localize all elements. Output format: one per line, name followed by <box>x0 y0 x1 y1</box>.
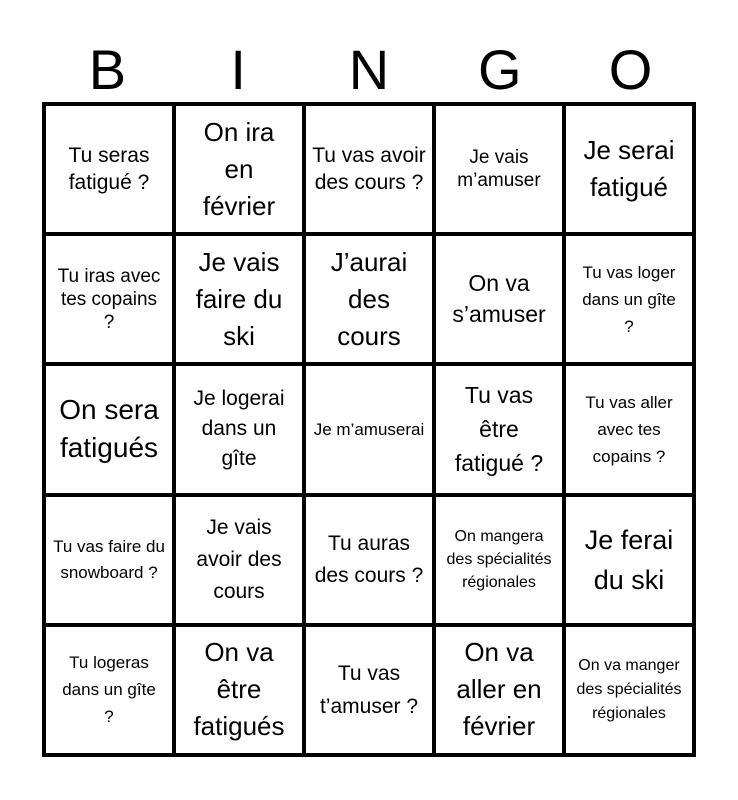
cell-text: Je ferai du ski <box>584 524 674 595</box>
bingo-cell[interactable] <box>566 627 692 753</box>
bingo-cell[interactable] <box>566 497 692 623</box>
cell-text: Tu seras fatigué ? <box>68 144 150 195</box>
bingo-cell[interactable] <box>436 106 562 232</box>
header-letter-i: I <box>230 38 246 101</box>
cell-text: Je vais faire du ski <box>195 246 283 351</box>
cell-text: On sera fatigués <box>59 394 159 464</box>
bingo-cell[interactable] <box>436 366 562 492</box>
bingo-cell[interactable] <box>46 497 172 623</box>
bingo-cell[interactable] <box>306 627 432 753</box>
bingo-cell[interactable] <box>566 106 692 232</box>
cell-text: Tu logeras dans un gîte ? <box>62 653 156 727</box>
header-letter-n: N <box>348 38 390 101</box>
cell-text: Tu iras avec tes copains ? <box>57 265 161 333</box>
bingo-cell[interactable] <box>46 366 172 492</box>
cell-text: Je vais m’amuser <box>457 147 541 192</box>
cell-text: On va être fatigués <box>193 637 285 742</box>
cell-text: Je serai fatigué <box>583 135 675 203</box>
cell-text: Je m’amuserai <box>313 419 425 439</box>
bingo-cell[interactable] <box>176 366 302 492</box>
bingo-cell[interactable] <box>306 497 432 623</box>
bingo-cell[interactable] <box>46 627 172 753</box>
cell-text: Tu vas être fatigué ? <box>454 382 544 477</box>
cell-text: Je logerai dans un gîte <box>193 387 285 471</box>
bingo-card <box>42 102 696 757</box>
bingo-cell[interactable] <box>566 236 692 362</box>
bingo-cell[interactable] <box>176 627 302 753</box>
bingo-header <box>42 38 696 102</box>
header-letter-g: G <box>478 38 522 101</box>
bingo-cell[interactable] <box>176 236 302 362</box>
header-letter-o: O <box>608 38 653 101</box>
bingo-cell[interactable] <box>436 236 562 362</box>
cell-text: Tu vas aller avec tes copains ? <box>585 392 673 466</box>
cell-text: Je vais avoir des cours <box>196 515 282 603</box>
cell-text: On mangera des spécialités régionales <box>446 528 552 592</box>
bingo-cell[interactable] <box>306 236 432 362</box>
cell-text: On va aller en février <box>456 637 542 742</box>
cell-text: J’aurai des cours <box>330 246 408 351</box>
cell-text: Tu auras des cours ? <box>314 531 424 587</box>
bingo-cell[interactable] <box>436 497 562 623</box>
bingo-cell[interactable] <box>176 106 302 232</box>
cell-text: On va s’amuser <box>452 270 546 328</box>
cell-text: On va manger des spécialités régionales <box>576 656 682 722</box>
cell-text: Tu vas avoir des cours ? <box>312 144 426 195</box>
cell-text: Tu vas faire du snowboard ? <box>53 536 165 582</box>
bingo-cell[interactable] <box>566 366 692 492</box>
header-letter-b: B <box>88 38 127 101</box>
cell-text: On ira en février <box>202 116 276 221</box>
cell-text: Tu vas t’amuser ? <box>319 661 419 718</box>
bingo-cell[interactable] <box>176 497 302 623</box>
bingo-cell[interactable] <box>46 236 172 362</box>
bingo-cell[interactable] <box>46 106 172 232</box>
bingo-cell[interactable] <box>306 106 432 232</box>
cell-text: Tu vas loger dans un gîte ? <box>582 262 676 336</box>
bingo-cell[interactable] <box>306 366 432 492</box>
bingo-cell[interactable] <box>436 627 562 753</box>
